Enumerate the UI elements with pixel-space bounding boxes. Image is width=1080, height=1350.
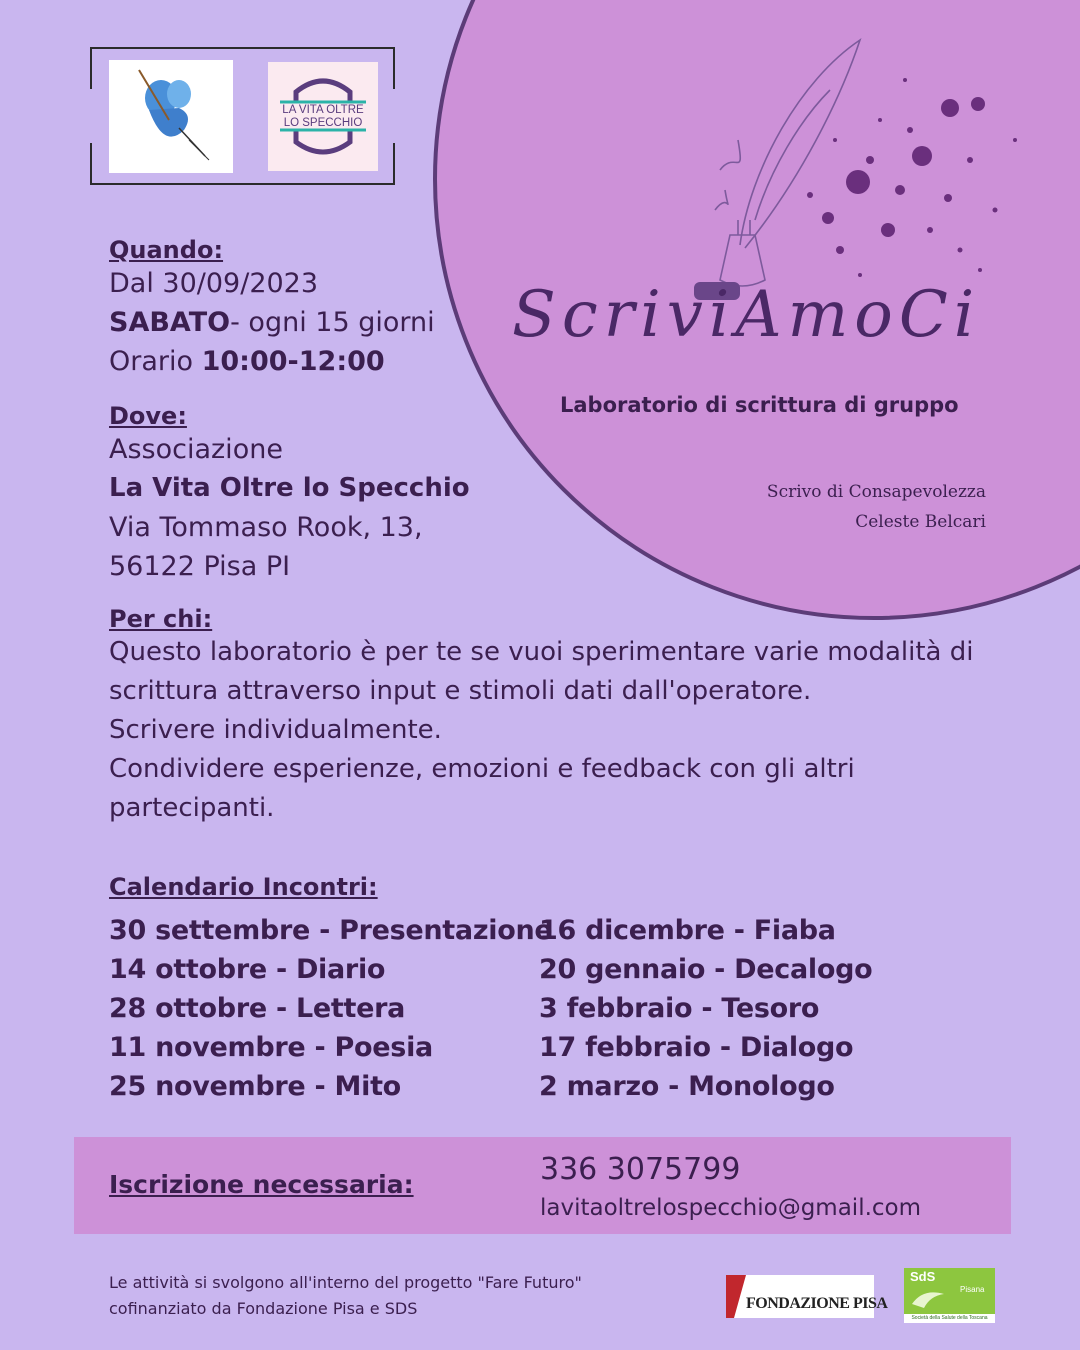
fondazione-pisa-logo [726, 1275, 888, 1318]
perchi-line-5: partecipanti. [109, 793, 275, 823]
title: ScriviAmoCi [512, 278, 981, 352]
iscrizione-label: Iscrizione necessaria: [109, 1170, 414, 1199]
perchi-line-2: scrittura attraverso input e stimoli dati dall'operatore. [109, 676, 812, 706]
day-bold: SABATO [109, 307, 231, 338]
quill-ink-illustration [660, 20, 1080, 320]
calendar-item: 16 dicembre - Fiaba [539, 915, 836, 946]
calendar-right-column [539, 911, 872, 1106]
sds-bird-icon [908, 1284, 948, 1312]
phone-number[interactable]: 336 3075799 [540, 1152, 741, 1187]
footer-line-2: cofinanziato da Fondazione Pisa e SDS [109, 1299, 418, 1318]
fondazione-pisa-text: FONDAZIONE PISA [746, 1295, 888, 1312]
calendar-item: 30 settembre - Presentazione [109, 915, 553, 946]
calendar-item: 17 febbraio - Dialogo [539, 1032, 854, 1063]
dove-line-1: Associazione [109, 434, 283, 465]
credit-line-2: Celeste Belcari [855, 512, 986, 532]
perchi-line-4: Condividere esperienze, emozioni e feedback con gli altri [109, 754, 855, 784]
dove-line-2: La Vita Oltre lo Specchio [109, 473, 470, 503]
calendar-item: 25 novembre - Mito [109, 1071, 401, 1102]
subtitle: Laboratorio di scrittura di gruppo [560, 393, 959, 417]
quando-section [109, 236, 435, 381]
calendar-left-column [109, 911, 552, 1106]
email-address[interactable]: lavitaoltrelospecchio@gmail.com [540, 1195, 922, 1221]
credit-line-1: Scrivo di Consapevolezza [766, 482, 986, 502]
calendario-heading-wrap [109, 873, 378, 901]
perchi-heading: Per chi: [109, 605, 213, 633]
sds-caption: Società della Salute della Toscana [904, 1314, 995, 1323]
calendar-item: 2 marzo - Monologo [539, 1071, 835, 1102]
time-bold: 10:00-12:00 [201, 346, 385, 377]
dove-line-3: Via Tommaso Rook, 13, [109, 512, 423, 543]
association-logo-figure [109, 60, 233, 173]
perchi-line-1: Questo laboratorio è per te se vuoi sperimentare varie modalità di [109, 637, 974, 667]
dove-line-4: 56122 Pisa PI [109, 551, 291, 582]
quando-day [109, 303, 435, 342]
calendar-item: 20 gennaio - Decalogo [539, 954, 873, 985]
quando-date: Dal 30/09/2023 [109, 268, 319, 299]
footer-line-1: Le attività si svolgono all'interno del progetto "Fare Futuro" [109, 1273, 582, 1292]
logo-text-line-1: LA VITA OLTRE [282, 104, 364, 116]
time-label: Orario [109, 346, 202, 377]
dove-heading: Dove: [109, 402, 187, 430]
calendar-item: 11 novembre - Poesia [109, 1032, 433, 1063]
perchi-section [109, 605, 1009, 828]
day-rest: - ogni 15 giorni [230, 307, 435, 338]
calendar-item: 28 ottobre - Lettera [109, 993, 406, 1024]
quando-time [109, 342, 435, 381]
footer-text [109, 1270, 582, 1322]
perchi-line-3: Scrivere individualmente. [109, 715, 442, 745]
logo-text-line-2: LO SPECCHIO [283, 117, 363, 129]
sds-logo [904, 1268, 995, 1323]
quando-heading: Quando: [109, 236, 224, 264]
calendar-item: 3 febbraio - Tesoro [539, 993, 820, 1024]
dove-section [109, 402, 470, 586]
sds-region: Pisana [960, 1285, 985, 1294]
vita-oltre-lo-specchio-logo [268, 62, 378, 171]
calendario-heading: Calendario Incontri: [109, 873, 378, 901]
calendar-item: 14 ottobre - Diario [109, 954, 386, 985]
iscrizione-label-wrap [109, 1170, 414, 1199]
sds-text: SdS [910, 1269, 936, 1284]
